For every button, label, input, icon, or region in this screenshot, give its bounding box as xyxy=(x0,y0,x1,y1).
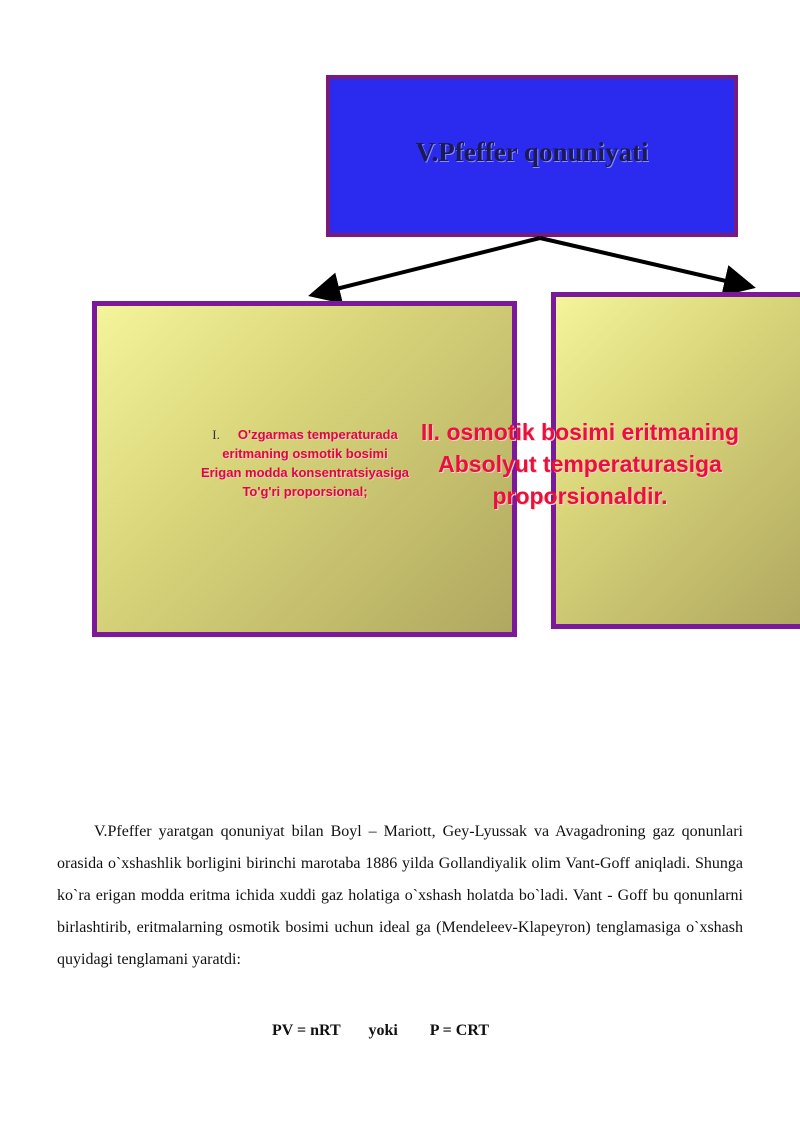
left-line-2: eritmaning osmotik bosimi xyxy=(222,446,388,461)
formula xyxy=(272,1022,489,1040)
right-line-1: II. osmotik bosimi eritmaning xyxy=(420,419,740,445)
right-line-3: proporsionaldir. xyxy=(492,483,668,509)
formula-eq2: P = CRT xyxy=(429,1022,490,1039)
right-box-text xyxy=(380,416,780,512)
body-paragraph: V.Pfeffer yaratgan qonuniyat bilan Boyl – Mariott, Gey-Lyussak va Avagadroning gaz qonunlari orasida o`xshashlik borligini birinchi marotaba 1886 yilda Gollandiyalik olim Vant-Goff aniqladi. Shunga ko`ra erigan modda eritma ichida xuddi gaz holatiga o`xshash holatda bo`ladi. Vant - Goff bu qonunlarni birlashtirib, eritmalarning osmotik bosimi uchun ideal ga (Mendeleev-Klapeyron) tenglamasiga o`xshash quyidagi tenglamani yaratdi: xyxy=(57,823,743,968)
arrows xyxy=(0,0,800,320)
left-line-1: O'zgarmas temperaturada xyxy=(237,427,398,442)
formula-eq1: PV = nRT xyxy=(272,1022,341,1039)
right-line-2: Absolyut temperaturasiga xyxy=(438,451,722,477)
diagram-title: V.Pfeffer qonuniyati xyxy=(415,136,649,167)
arrow-right xyxy=(540,238,752,287)
left-box-number: I. xyxy=(212,427,220,442)
left-line-4: To'g'ri proporsional; xyxy=(242,484,368,499)
arrow-left xyxy=(312,238,540,295)
formula-sep: yoki xyxy=(368,1022,398,1039)
left-line-3: Erigan modda konsentratsiyasiga xyxy=(200,465,410,480)
